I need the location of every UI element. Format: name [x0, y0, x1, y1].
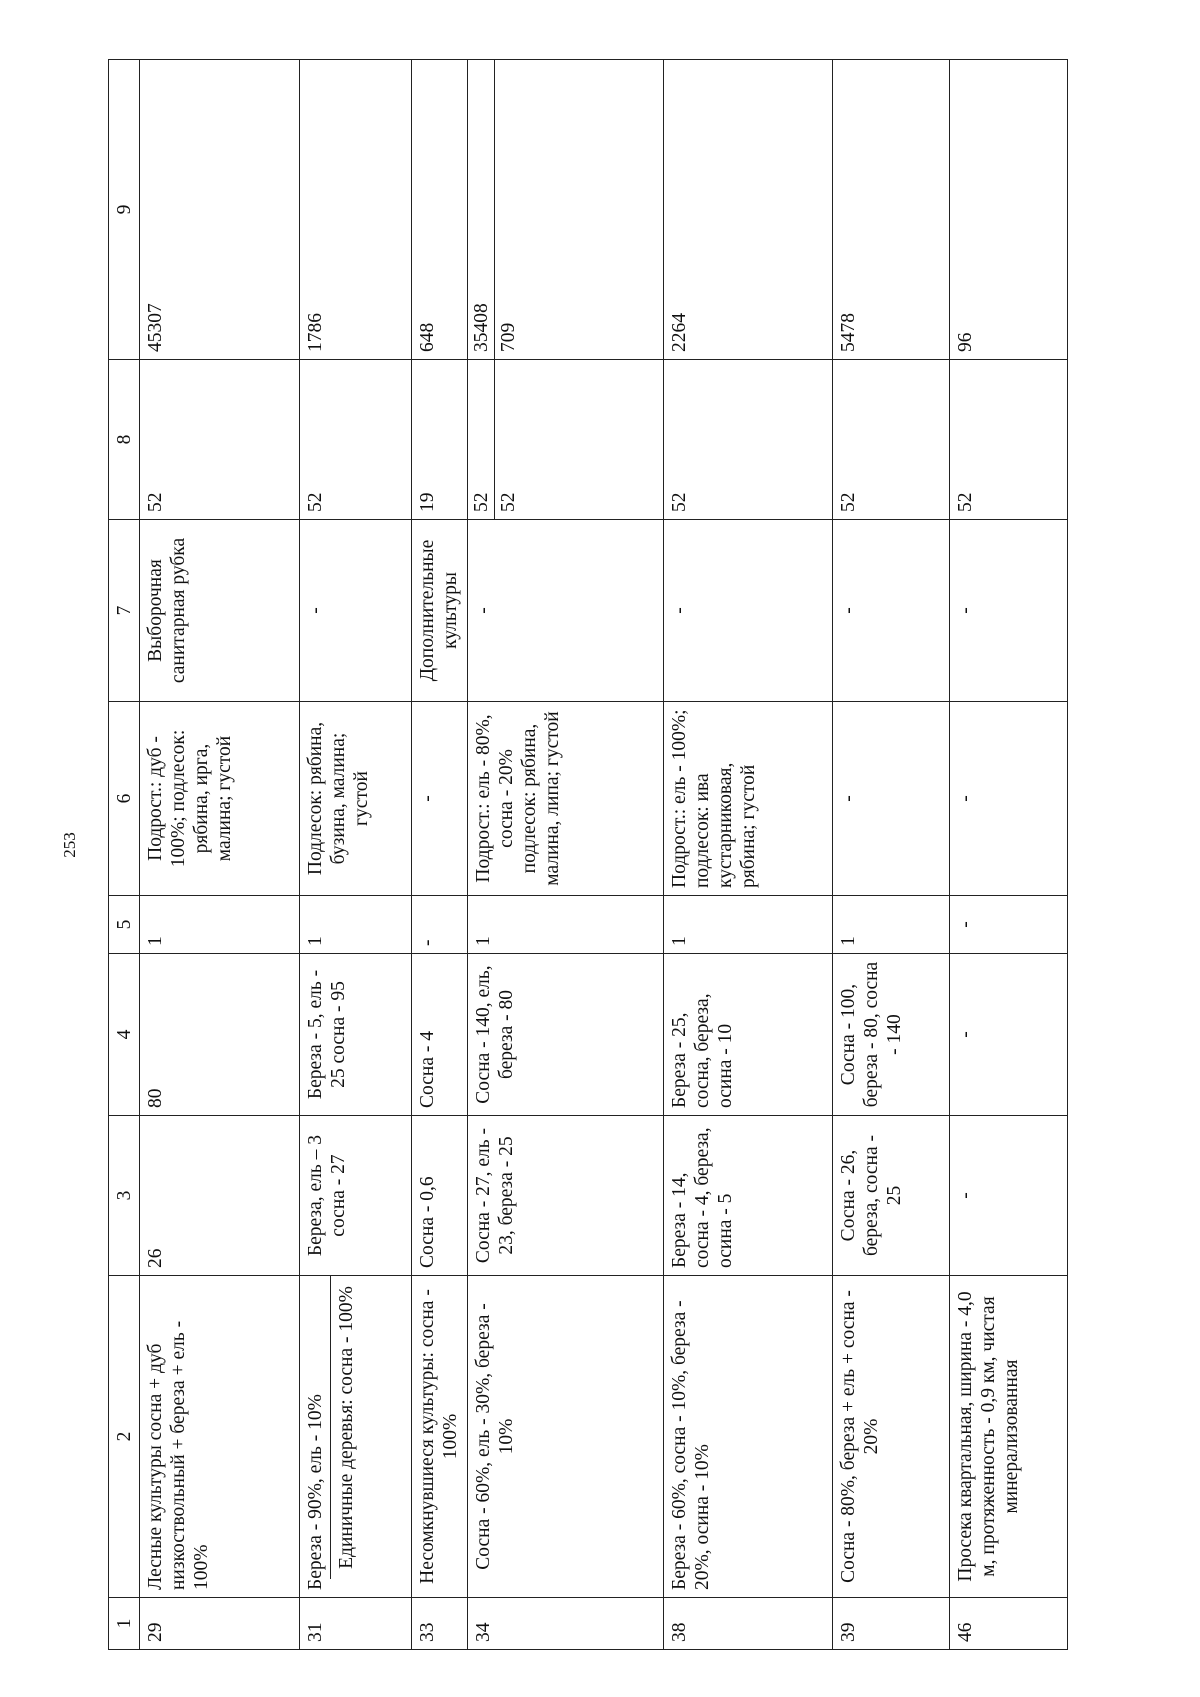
value-line: 52 — [471, 492, 493, 512]
height-cell: Сосна - 27, ель - 23, береза - 25 — [468, 1116, 664, 1276]
age-cell: Сосна - 4 — [411, 954, 468, 1116]
age-cell: Сосна - 140, ель, береза - 80 — [468, 954, 664, 1116]
table-row — [950, 60, 1068, 1650]
undergrowth-cell: - — [832, 702, 950, 896]
undergrowth-cell: Подлесок: рябина, бузина, малина; густой — [300, 702, 411, 896]
quarter-number-cell: 39 — [832, 1598, 950, 1650]
value-cell — [468, 360, 664, 520]
class-cell: - — [950, 896, 1068, 954]
composition-cell: Сосна - 80%, береза + ель + сосна - 20% — [832, 1276, 950, 1598]
class-cell: 1 — [468, 896, 664, 954]
value-cell: 52 — [832, 360, 950, 520]
composition-cell: Сосна - 60%, ель - 30%, береза - 10% — [468, 1276, 664, 1598]
value-cell: 52 — [300, 360, 411, 520]
value-cell: 19 — [411, 360, 468, 520]
composition-cell: Несомкнувшиеся культуры: сосна - 100% — [411, 1276, 468, 1598]
header-cell: 9 — [109, 60, 140, 360]
area-line: 35408 — [471, 303, 493, 352]
age-cell: Сосна - 100, береза - 80, сосна - 140 — [832, 954, 950, 1116]
measures-cell: - — [468, 520, 664, 702]
quarter-number-cell: 29 — [140, 1598, 300, 1650]
area-cell: 96 — [950, 60, 1068, 360]
composition-main: Береза - 90%, ель - 10% — [305, 1394, 327, 1590]
undergrowth-cell: - — [950, 702, 1068, 896]
header-cell: 6 — [109, 702, 140, 896]
quarter-number-cell: 34 — [468, 1598, 664, 1650]
class-cell: 1 — [832, 896, 950, 954]
quarter-number-cell: 31 — [300, 1598, 411, 1650]
class-cell: 1 — [663, 896, 832, 954]
height-cell: Береза - 14, сосна - 4, береза, осина - 5 — [663, 1116, 832, 1276]
measures-cell: Выборочная санитарная рубка — [140, 520, 300, 702]
table-row — [411, 60, 468, 1650]
measures-cell: Дополнительные культуры — [411, 520, 468, 702]
area-cell — [468, 60, 664, 360]
composition-cell — [300, 1276, 411, 1598]
area-cell: 5478 — [832, 60, 950, 360]
quarter-number-cell: 46 — [950, 1598, 1068, 1650]
composition-cell: Лесные культуры сосна + дуб низкоствольный + береза + ель - 100% — [140, 1276, 300, 1598]
area-cell: 2264 — [663, 60, 832, 360]
age-cell: Береза - 25, сосна, береза, осина - 10 — [663, 954, 832, 1116]
class-cell: 1 — [140, 896, 300, 954]
height-cell: Сосна - 26, береза, сосна - 25 — [832, 1116, 950, 1276]
value-cell: 52 — [663, 360, 832, 520]
measures-cell: - — [950, 520, 1068, 702]
age-cell: Береза - 5, ель - 25 сосна - 95 — [300, 954, 411, 1116]
header-row — [109, 60, 140, 1650]
age-cell: - — [950, 954, 1068, 1116]
header-cell: 8 — [109, 360, 140, 520]
quarter-number-cell: 38 — [663, 1598, 832, 1650]
value-cell: 52 — [140, 360, 300, 520]
undergrowth-cell: Подрост.: ель - 100%; подлесок: ива кустарниковая, рябина; густой — [663, 702, 832, 896]
measures-cell: - — [832, 520, 950, 702]
height-cell: Сосна - 0,6 — [411, 1116, 468, 1276]
table-row — [140, 60, 300, 1650]
header-cell: 1 — [109, 1598, 140, 1650]
page-number: 253 — [60, 832, 79, 858]
table-row — [468, 60, 664, 1650]
undergrowth-cell: Подрост.: дуб - 100%; подлесок: рябина, ирга, малина; густой — [140, 702, 300, 896]
class-cell: 1 — [300, 896, 411, 954]
height-cell: 26 — [140, 1116, 300, 1276]
measures-cell: - — [300, 520, 411, 702]
value-cell: 52 — [950, 360, 1068, 520]
undergrowth-cell: Подрост.: ель - 80%, сосна - 20% подлесок: рябина, малина, липа; густой — [468, 702, 664, 896]
area-cell: 648 — [411, 60, 468, 360]
composition-single-trees: Единичные деревья: сосна - 100% — [330, 1276, 361, 1579]
forest-inventory-table — [108, 59, 1068, 1650]
table-row — [300, 60, 411, 1650]
undergrowth-cell: - — [411, 702, 468, 896]
height-cell: Береза, ель – 3 сосна - 27 — [300, 1116, 411, 1276]
area-cell: 1786 — [300, 60, 411, 360]
header-cell: 7 — [109, 520, 140, 702]
table-row — [832, 60, 950, 1650]
measures-cell: - — [663, 520, 832, 702]
header-cell: 3 — [109, 1116, 140, 1276]
value-line: 52 — [494, 360, 521, 519]
quarter-number-cell: 33 — [411, 1598, 468, 1650]
class-cell: - — [411, 896, 468, 954]
age-cell: 80 — [140, 954, 300, 1116]
header-cell: 5 — [109, 896, 140, 954]
composition-cell: Береза - 60%, сосна - 10%, береза - 20%, осина - 10% — [663, 1276, 832, 1598]
header-cell: 2 — [109, 1276, 140, 1598]
header-cell: 4 — [109, 954, 140, 1116]
rotated-table-container — [108, 60, 1068, 1650]
height-cell: - — [950, 1116, 1068, 1276]
area-cell: 45307 — [140, 60, 300, 360]
area-line: 709 — [494, 60, 521, 359]
table-row — [663, 60, 832, 1650]
composition-cell: Просека квартальная, ширина - 4,0 м, протяженность - 0,9 км, чистая минерализованная — [950, 1276, 1068, 1598]
